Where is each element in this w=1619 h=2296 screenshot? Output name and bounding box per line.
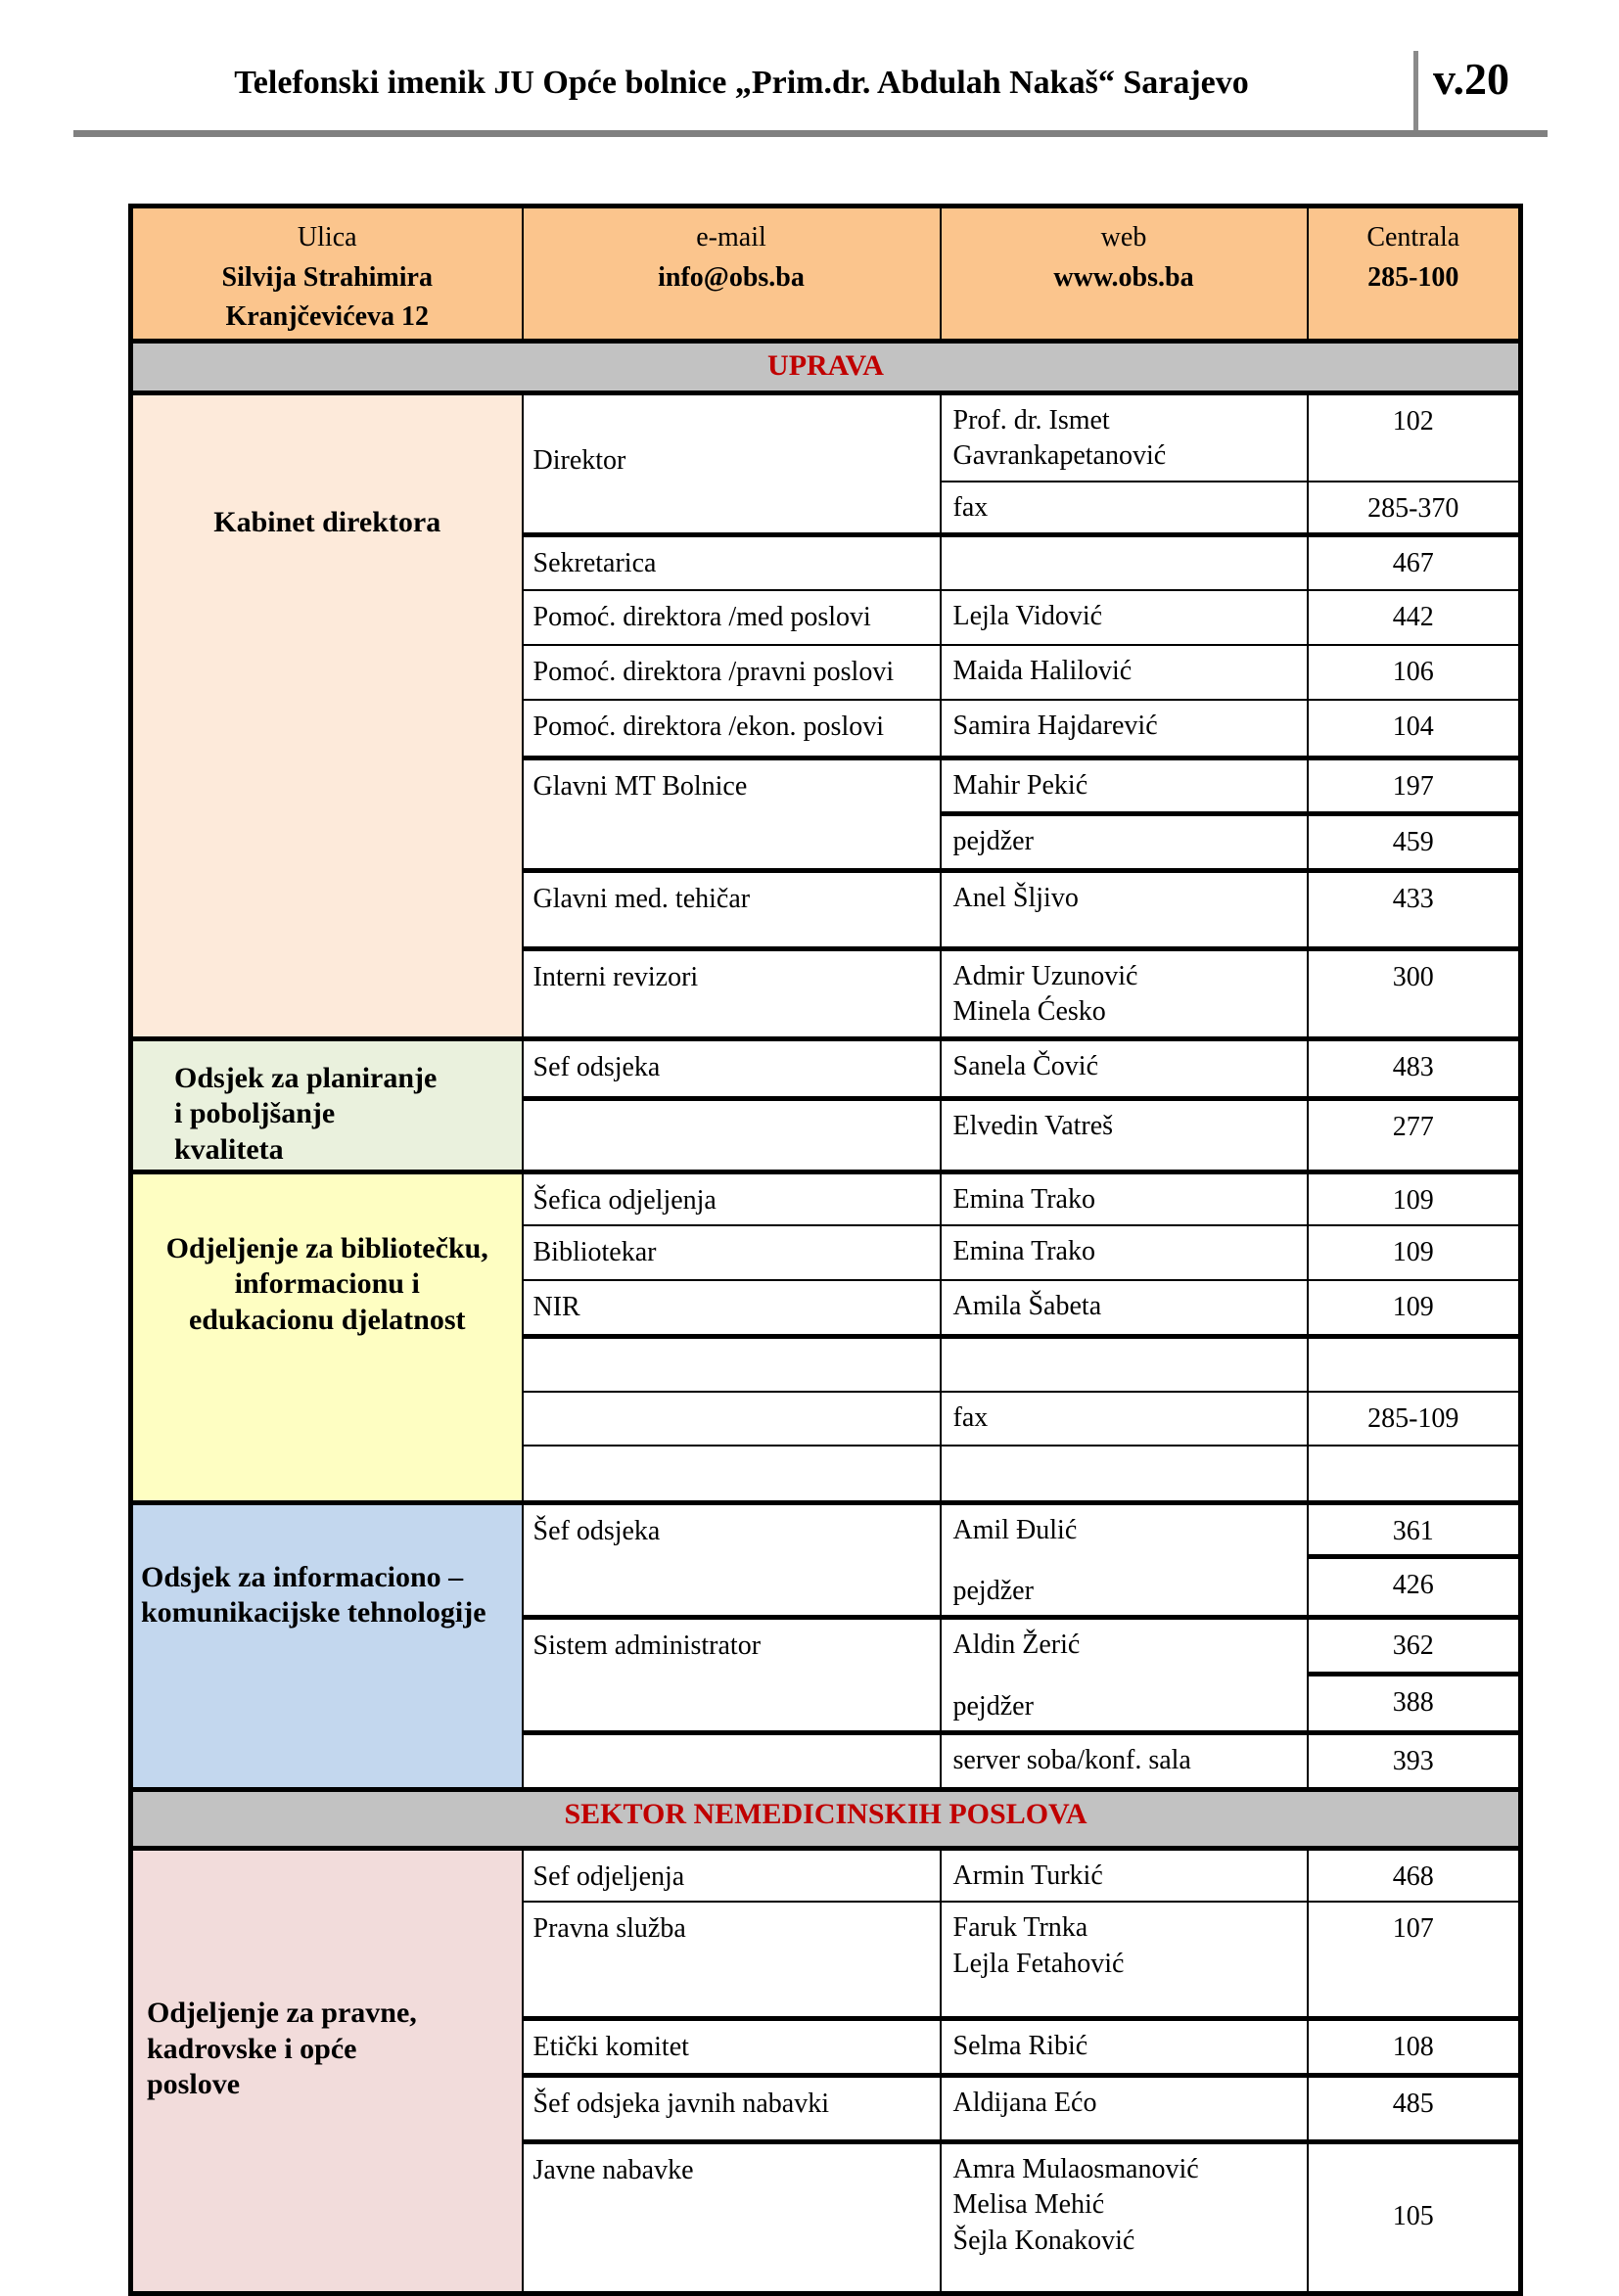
number-cell: 467: [1308, 535, 1521, 590]
fax-label-cell: fax: [941, 1392, 1308, 1446]
person-name: Šejla Konaković: [952, 2225, 1135, 2256]
street-cell: [131, 207, 523, 342]
web-value: www.obs.ba: [1053, 261, 1194, 293]
number-cell: 442: [1308, 590, 1521, 645]
position-cell: Sef odsjeka: [523, 1038, 941, 1099]
number-cell: 109: [1308, 1225, 1521, 1280]
section-label-line: kadrovske i opće: [147, 2032, 357, 2065]
table-row: [131, 207, 1521, 342]
centrala-value: 285-100: [1367, 261, 1459, 293]
position-cell: Bibliotekar: [523, 1225, 941, 1280]
number-cell: 102: [1308, 392, 1521, 481]
name-cell: Amila Šabeta: [941, 1280, 1308, 1336]
number-cell: 300: [1308, 949, 1521, 1039]
section-label-line: Odsjek za informaciono –: [141, 1560, 464, 1593]
name-cell: Emina Trako: [941, 1225, 1308, 1280]
version-label: v.20: [1433, 54, 1509, 104]
section-label-ikt: [131, 1502, 523, 1790]
empty-cell: [1308, 1446, 1521, 1502]
position-cell: Pomoć. direktora /med poslovi: [523, 590, 941, 645]
number-cell: 109: [1308, 1171, 1521, 1225]
web-label: web: [1100, 222, 1147, 253]
number-cell: 109: [1308, 1280, 1521, 1336]
section-label-planiranje: [131, 1038, 523, 1171]
section-label-line: kvaliteta: [174, 1133, 284, 1167]
position-cell: Glavni med. tehičar: [523, 871, 941, 949]
name-cell: Aldijana Ećo: [941, 2075, 1308, 2141]
section-label-line: Odsjek za planiranje: [174, 1061, 438, 1094]
number-cell: 277: [1308, 1099, 1521, 1171]
section-label-pravne: [131, 1849, 523, 2294]
section-label-line: Odjeljenje za pravne,: [147, 1997, 417, 2030]
empty-cell: [523, 1336, 941, 1392]
person-name: Amil Đulić: [952, 1514, 1078, 1545]
street-label: Ulica: [297, 222, 357, 253]
position-cell: Sekretarica: [523, 535, 941, 590]
number-cell: 361: [1308, 1502, 1521, 1556]
pager-label: pejdžer: [952, 1690, 1034, 1722]
number-cell: 108: [1308, 2018, 1521, 2075]
name-cell: Samira Hajdarević: [941, 700, 1308, 758]
table-row: [131, 1849, 1521, 1903]
section-label-line: informacionu i: [234, 1267, 420, 1301]
pager-label: pejdžer: [952, 1575, 1034, 1606]
section-label-line: komunikacijske tehnologije: [141, 1596, 486, 1630]
section-label-line: edukacionu djelatnost: [188, 1303, 466, 1336]
number-cell: 285-109: [1308, 1392, 1521, 1446]
number-cell: 105: [1308, 2141, 1521, 2293]
number-cell: 197: [1308, 758, 1521, 814]
person-name: Admir Uzunović: [952, 961, 1138, 992]
header-rule: [73, 130, 1548, 137]
name-cell: [941, 1618, 1308, 1733]
position-cell: Pravna služba: [523, 1902, 941, 2018]
position-cell: Pomoć. direktora /pravni poslovi: [523, 645, 941, 700]
email-cell: [523, 207, 941, 342]
band-sektor-label: SEKTOR NEMEDICINSKIH POSLOVA: [131, 1790, 1521, 1849]
number-cell: 285-370: [1308, 482, 1521, 535]
band-uprava-label: UPRAVA: [131, 341, 1521, 392]
number-cell: 426: [1308, 1556, 1521, 1618]
position-cell: Šef odsjeka javnih nabavki: [523, 2075, 941, 2141]
table-row: [131, 1038, 1521, 1099]
fax-label-cell: fax: [941, 482, 1308, 535]
web-cell: [941, 207, 1308, 342]
name-cell: Maida Halilović: [941, 645, 1308, 700]
number-cell: 388: [1308, 1675, 1521, 1733]
page-title: Telefonski imenik JU Opće bolnice „Prim.dr. Abdulah Nakaš“ Sarajevo: [234, 65, 1249, 101]
number-cell: 468: [1308, 1849, 1521, 1903]
position-cell: Interni revizori: [523, 949, 941, 1039]
number-cell: 393: [1308, 1733, 1521, 1790]
person-name: Lejla Fetahović: [952, 1948, 1125, 1979]
title-divider-bar: [1413, 51, 1418, 133]
centrala-cell: [1308, 207, 1521, 342]
section-label-line: i poboljšanje: [174, 1097, 336, 1130]
name-cell: Armin Turkić: [941, 1849, 1308, 1903]
name-cell: Lejla Vidović: [941, 590, 1308, 645]
street-line2: Kranjčevićeva 12: [225, 301, 430, 333]
name-cell: Prof. dr. Ismet Gavrankapetanović: [941, 392, 1308, 481]
position-cell: NIR: [523, 1280, 941, 1336]
position-cell: Sef odjeljenja: [523, 1849, 941, 1903]
name-cell: Sanela Čović: [941, 1038, 1308, 1099]
name-cell: [941, 1902, 1308, 2018]
empty-cell: [941, 535, 1308, 590]
position-cell: Sistem administrator: [523, 1618, 941, 1733]
position-cell: Šef odsjeka: [523, 1502, 941, 1618]
section-label-line: Odjeljenje za bibliotečku,: [165, 1231, 488, 1264]
empty-cell: [941, 1336, 1308, 1392]
person-name: Faruk Trnka: [952, 1912, 1088, 1944]
table-row: [131, 1171, 1521, 1225]
position-cell: Šefica odjeljenja: [523, 1171, 941, 1225]
empty-cell: [523, 1099, 941, 1171]
section-label-line: poslove: [147, 2068, 241, 2101]
position-cell: Direktor: [523, 392, 941, 534]
section-band-uprava: [131, 341, 1521, 392]
empty-cell: [523, 1733, 941, 1790]
number-cell: 485: [1308, 2075, 1521, 2141]
section-label-biblioteka: [131, 1171, 523, 1502]
centrala-label: Centrala: [1366, 222, 1460, 253]
person-name: Amra Mulaosmanović: [952, 2153, 1199, 2184]
empty-cell: [523, 1392, 941, 1446]
email-value: info@obs.ba: [658, 261, 805, 293]
number-cell: 106: [1308, 645, 1521, 700]
position-cell: Javne nabavke: [523, 2141, 941, 2293]
name-cell: [941, 2141, 1308, 2293]
number-cell: 104: [1308, 700, 1521, 758]
section-label-kabinet-direktora: Kabinet direktora: [131, 392, 523, 1038]
name-cell: [941, 1502, 1308, 1618]
position-cell: Etički komitet: [523, 2018, 941, 2075]
person-name: Minela Ćesko: [952, 996, 1106, 1028]
position-cell: Glavni MT Bolnice: [523, 758, 941, 871]
number-cell: 483: [1308, 1038, 1521, 1099]
number-cell: 362: [1308, 1618, 1521, 1675]
name-cell: server soba/konf. sala: [941, 1733, 1308, 1790]
number-cell: 107: [1308, 1902, 1521, 2018]
phone-directory-table: [128, 204, 1523, 2296]
table-row: [131, 392, 1521, 481]
email-label: e-mail: [696, 222, 766, 253]
pager-label-cell: pejdžer: [941, 814, 1308, 871]
name-cell: Anel Šljivo: [941, 871, 1308, 949]
empty-cell: [1308, 1336, 1521, 1392]
empty-cell: [523, 1446, 941, 1502]
person-name: Melisa Mehić: [952, 2189, 1105, 2221]
name-cell: [941, 949, 1308, 1039]
person-name: Aldin Žerić: [952, 1630, 1081, 1661]
name-cell: Mahir Pekić: [941, 758, 1308, 814]
position-cell: Pomoć. direktora /ekon. poslovi: [523, 700, 941, 758]
number-cell: 433: [1308, 871, 1521, 949]
empty-cell: [941, 1446, 1308, 1502]
name-cell: Elvedin Vatreš: [941, 1099, 1308, 1171]
section-band-sektor: [131, 1790, 1521, 1849]
table-row: [131, 1502, 1521, 1556]
number-cell: 459: [1308, 814, 1521, 871]
street-line1: Silvija Strahimira: [221, 261, 433, 293]
name-cell: Emina Trako: [941, 1171, 1308, 1225]
name-cell: Selma Ribić: [941, 2018, 1308, 2075]
